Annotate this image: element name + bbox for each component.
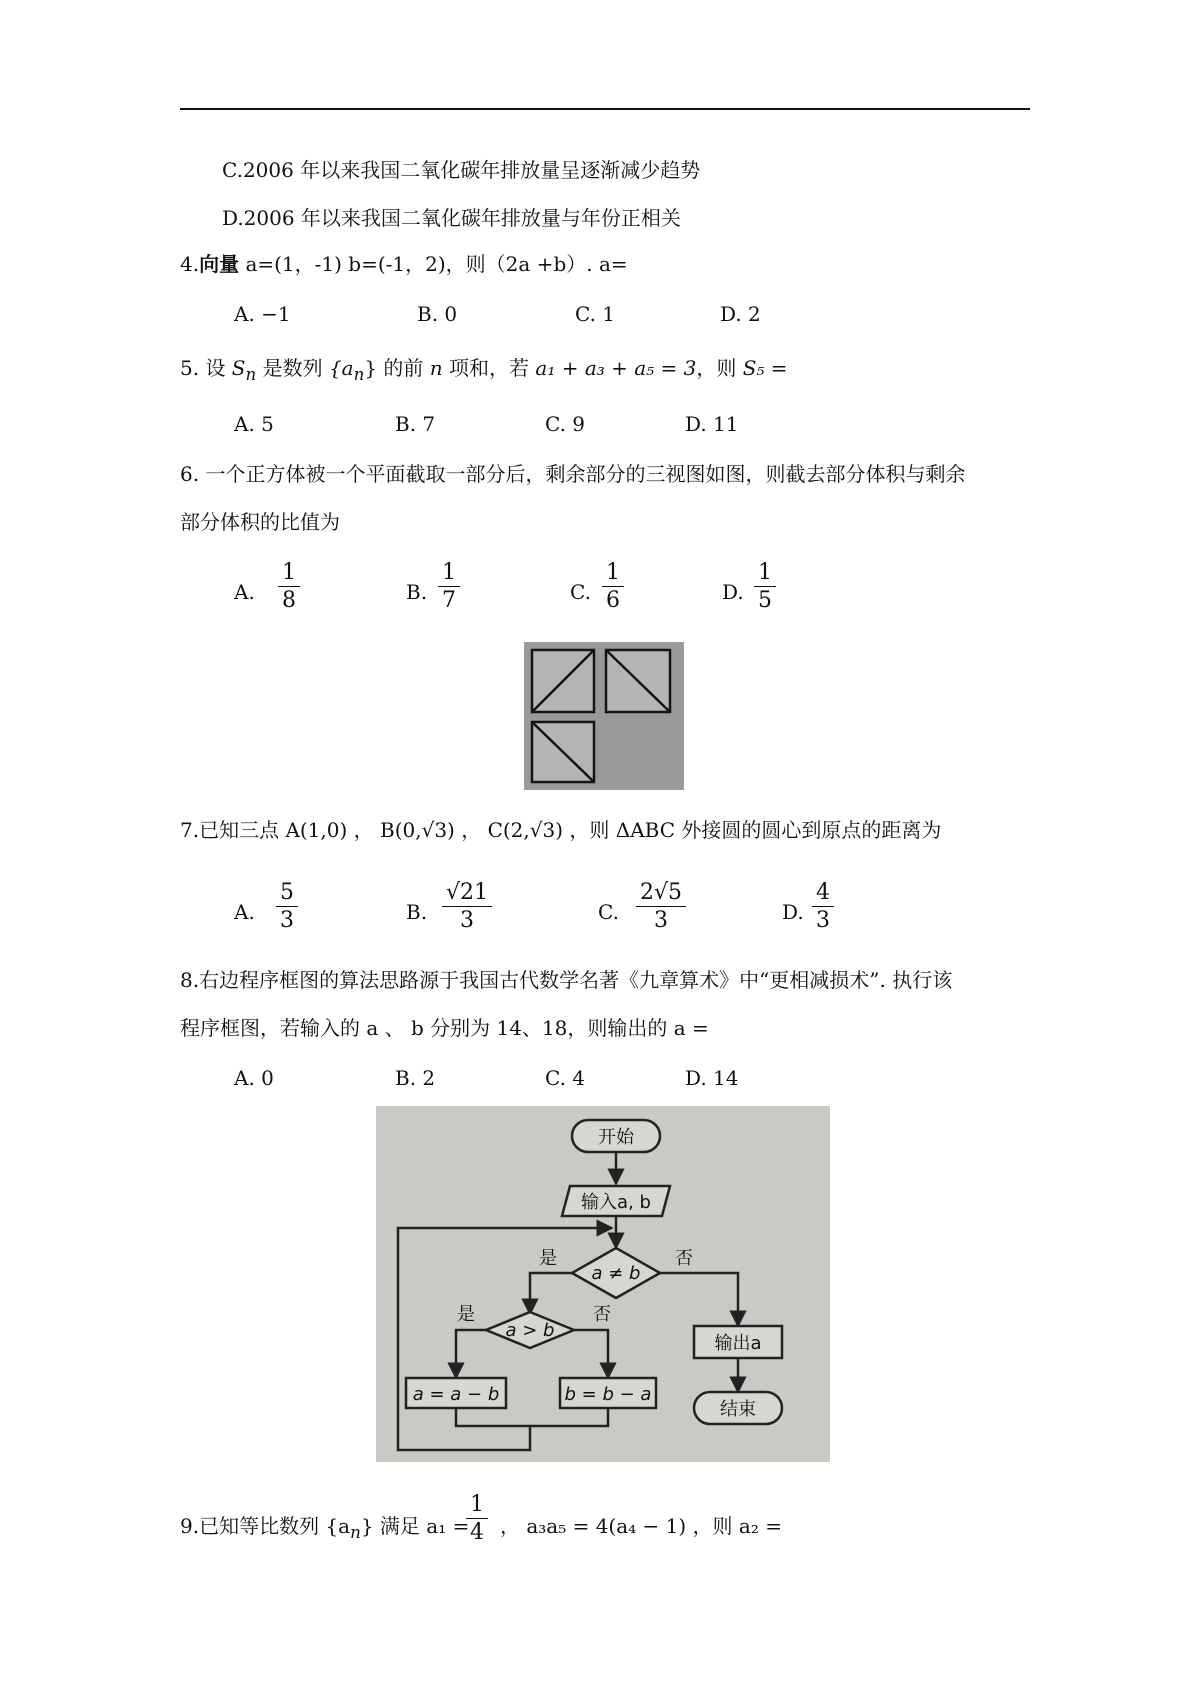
flow-yes1-label: 是 (539, 1248, 557, 1269)
q6-option-d-fraction: 1 5 (754, 560, 776, 615)
q7-option-b-label: B. (406, 900, 428, 924)
flow-cond1-label: a ≠ b (591, 1263, 641, 1284)
q5-option-c: C. 9 (545, 412, 586, 436)
q6-option-a-label: A. (234, 580, 255, 604)
q4-bold-word: 向量 (199, 252, 240, 276)
q6-stem-line1: 6. 一个正方体被一个平面截取一部分后，剩余部分的三视图如图，则截去部分体积与剩余 (180, 462, 966, 486)
q6-option-d-label: D. (722, 580, 744, 604)
q4-stem (180, 250, 628, 278)
q8-option-c: C. 4 (545, 1066, 586, 1090)
q8-stem-line1: 8.右边程序框图的算法思路源于我国古代数学名著《九章算术》中“更相减损术”. 执行该 (180, 968, 953, 992)
three-view-figure (524, 642, 684, 790)
flow-no2-label: 否 (593, 1304, 611, 1325)
q5-option-a: A. 5 (234, 412, 274, 436)
flow-output-label: 输出a (714, 1333, 762, 1354)
flow-assign1-label: a = a − b (412, 1384, 500, 1405)
flowchart-figure (376, 1106, 830, 1462)
flow-input-label: 输入a, b (581, 1192, 651, 1213)
flow-yes2-label: 是 (457, 1304, 475, 1325)
q4-option-c: C. 1 (575, 302, 616, 326)
q7-option-c-fraction: 2√5 3 (636, 880, 686, 935)
q4-number: 4. (180, 252, 200, 276)
q3-option-d: D.2006 年以来我国二氧化碳年排放量与年份正相关 (222, 206, 681, 230)
flow-assign2-label: b = b − a (564, 1384, 652, 1405)
q7-option-d-label: D. (782, 900, 804, 924)
header-rule (180, 108, 1030, 110)
flow-end-label: 结束 (720, 1399, 756, 1420)
q7-option-d-fraction: 4 3 (812, 880, 834, 935)
q7-option-a-label: A. (234, 900, 255, 924)
q6-option-c-fraction: 1 6 (602, 560, 624, 615)
q5-option-b: B. 7 (395, 412, 436, 436)
q4-text: a=(1，-1) b=(-1，2)，则（2a +b）. a= (239, 252, 628, 276)
q5-stem: 5. 设 $S_n$ 是数列 $\{a_n\}$ 的前 n 项和，若 a₁ + a₃ + a₅ = 3，则 S₅ = (180, 356, 788, 384)
q9-fraction: 1 4 (466, 1492, 488, 1547)
q4-option-b: B. 0 (417, 302, 458, 326)
q9-stem: 9.已知等比数列 $\{a_n\}$ 满足 a₁ = (180, 1514, 470, 1542)
q7-stem: 7.已知三点 A(1,0) ， B(0,√3) ， C(2,√3) ，则 ΔABC 外接圆的圆心到原点的距离为 (180, 818, 942, 842)
q4-option-a: A. −1 (234, 302, 291, 326)
flow-no1-label: 否 (675, 1248, 693, 1269)
q8-stem-line2: 程序框图，若输入的 a 、 b 分别为 14、18，则输出的 a = (180, 1016, 709, 1040)
q6-option-b-label: B. (406, 580, 428, 604)
q6-option-a-fraction: 1 8 (278, 560, 300, 615)
q8-option-a: A. 0 (234, 1066, 274, 1090)
q7-option-b-fraction: √21 3 (442, 880, 492, 935)
q3-option-c: C.2006 年以来我国二氧化碳年排放量呈逐渐减少趋势 (222, 158, 701, 182)
q7-option-c-label: C. (598, 900, 619, 924)
flow-cond2-label: a > b (505, 1320, 555, 1341)
q5-option-d: D. 11 (685, 412, 739, 436)
q7-option-a-fraction: 5 3 (276, 880, 298, 935)
flow-start-label: 开始 (598, 1127, 634, 1148)
q6-option-c-label: C. (570, 580, 591, 604)
q4-option-d: D. 2 (720, 302, 761, 326)
q8-option-b: B. 2 (395, 1066, 436, 1090)
q6-option-b-fraction: 1 7 (438, 560, 460, 615)
q6-stem-line2: 部分体积的比值为 (180, 510, 340, 534)
q8-option-d: D. 14 (685, 1066, 739, 1090)
q9-stem-rest: ， a₃a₅ = 4(a₄ − 1) ，则 a₂ = (500, 1514, 782, 1538)
